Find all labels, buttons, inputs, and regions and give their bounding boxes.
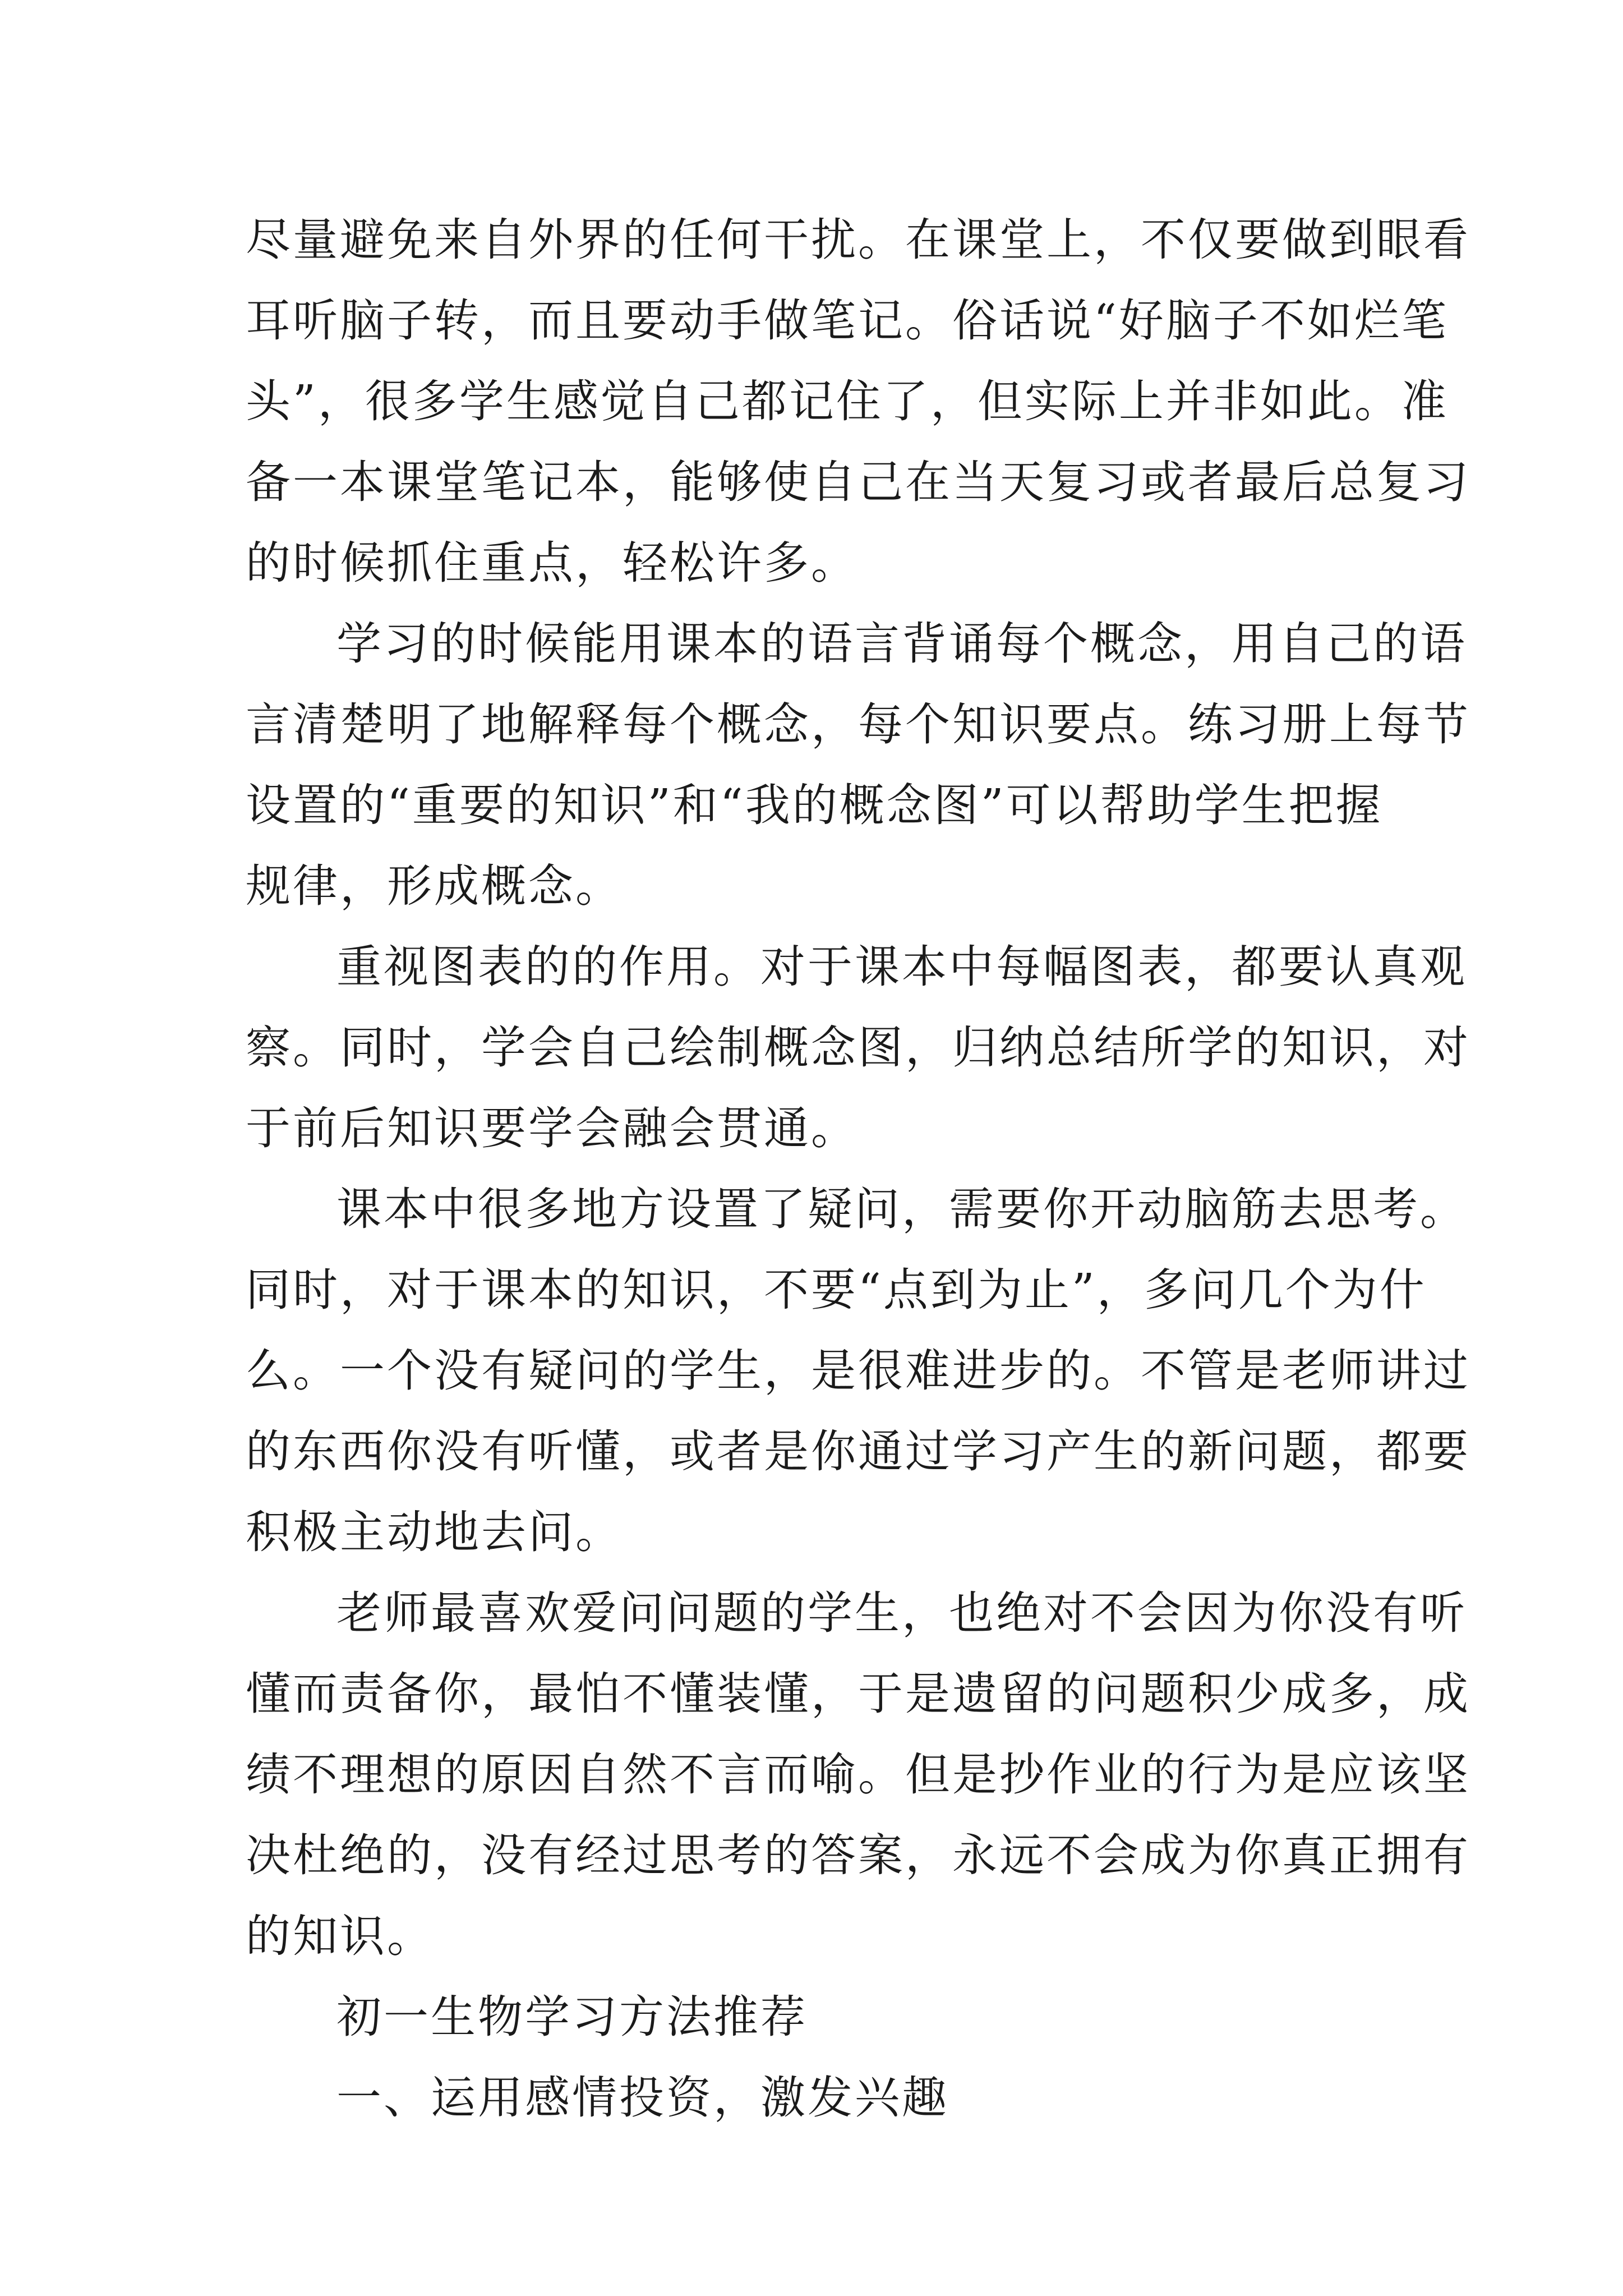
paragraph-3-line-1: 重视图表的的作用。对于课本中每幅图表，都要认真观 xyxy=(336,941,1467,993)
paragraph-1-line-1: 尽量避免来自外界的任何干扰。在课堂上，不仅要做到眼看 xyxy=(246,214,1470,266)
paragraph-5-line-3: 绩不理想的原因自然不言而喻。但是抄作业的行为是应该坚 xyxy=(246,1749,1470,1801)
subsection-heading: 一、运用感情投资，激发兴趣 xyxy=(336,2072,949,2124)
paragraph-5-line-5: 的知识。 xyxy=(246,1910,434,1962)
paragraph-4-line-5: 积极主动地去问。 xyxy=(246,1506,623,1558)
paragraph-4-line-1: 课本中很多地方设置了疑问，需要你开动脑筋去思考。 xyxy=(336,1183,1467,1235)
paragraph-2-line-1: 学习的时候能用课本的语言背诵每个概念，用自己的语 xyxy=(336,618,1467,670)
paragraph-1-line-3: 头”，很多学生感觉自己都记住了，但实际上并非如此。准 xyxy=(246,375,1449,427)
section-title: 初一生物学习方法推荐 xyxy=(336,1991,808,2043)
paragraph-4-line-2: 同时，对于课本的知识，不要“点到为止”，多问几个为什 xyxy=(246,1264,1427,1316)
paragraph-2-line-2: 言清楚明了地解释每个概念，每个知识要点。练习册上每节 xyxy=(246,698,1470,751)
paragraph-1-line-2: 耳听脑子转，而且要动手做笔记。俗话说“好脑子不如烂笔 xyxy=(246,295,1449,347)
paragraph-4-line-3: 么。一个没有疑问的学生，是很难进步的。不管是老师讲过 xyxy=(246,1345,1470,1397)
paragraph-5-line-1: 老师最喜欢爱问问题的学生，也绝对不会因为你没有听 xyxy=(336,1587,1467,1639)
paragraph-2-line-3: 设置的“重要的知识”和“我的概念图”可以帮助学生把握 xyxy=(246,779,1383,831)
paragraph-2-line-4: 规律，形成概念。 xyxy=(246,860,623,912)
paragraph-1-line-4: 备一本课堂笔记本，能够使自己在当天复习或者最后总复习 xyxy=(246,456,1470,508)
paragraph-3-line-2: 察。同时，学会自己绘制概念图，归纳总结所学的知识，对 xyxy=(246,1022,1470,1074)
paragraph-5-line-2: 懂而责备你，最怕不懂装懂，于是遗留的问题积少成多，成 xyxy=(246,1668,1470,1720)
paragraph-1-line-5: 的时候抓住重点，轻松许多。 xyxy=(246,537,858,589)
paragraph-3-line-3: 于前后知识要学会融会贯通。 xyxy=(246,1102,858,1154)
paragraph-5-line-4: 决杜绝的，没有经过思考的答案，永远不会成为你真正拥有 xyxy=(246,1829,1470,1881)
paragraph-4-line-4: 的东西你没有听懂，或者是你通过学习产生的新问题，都要 xyxy=(246,1425,1470,1478)
